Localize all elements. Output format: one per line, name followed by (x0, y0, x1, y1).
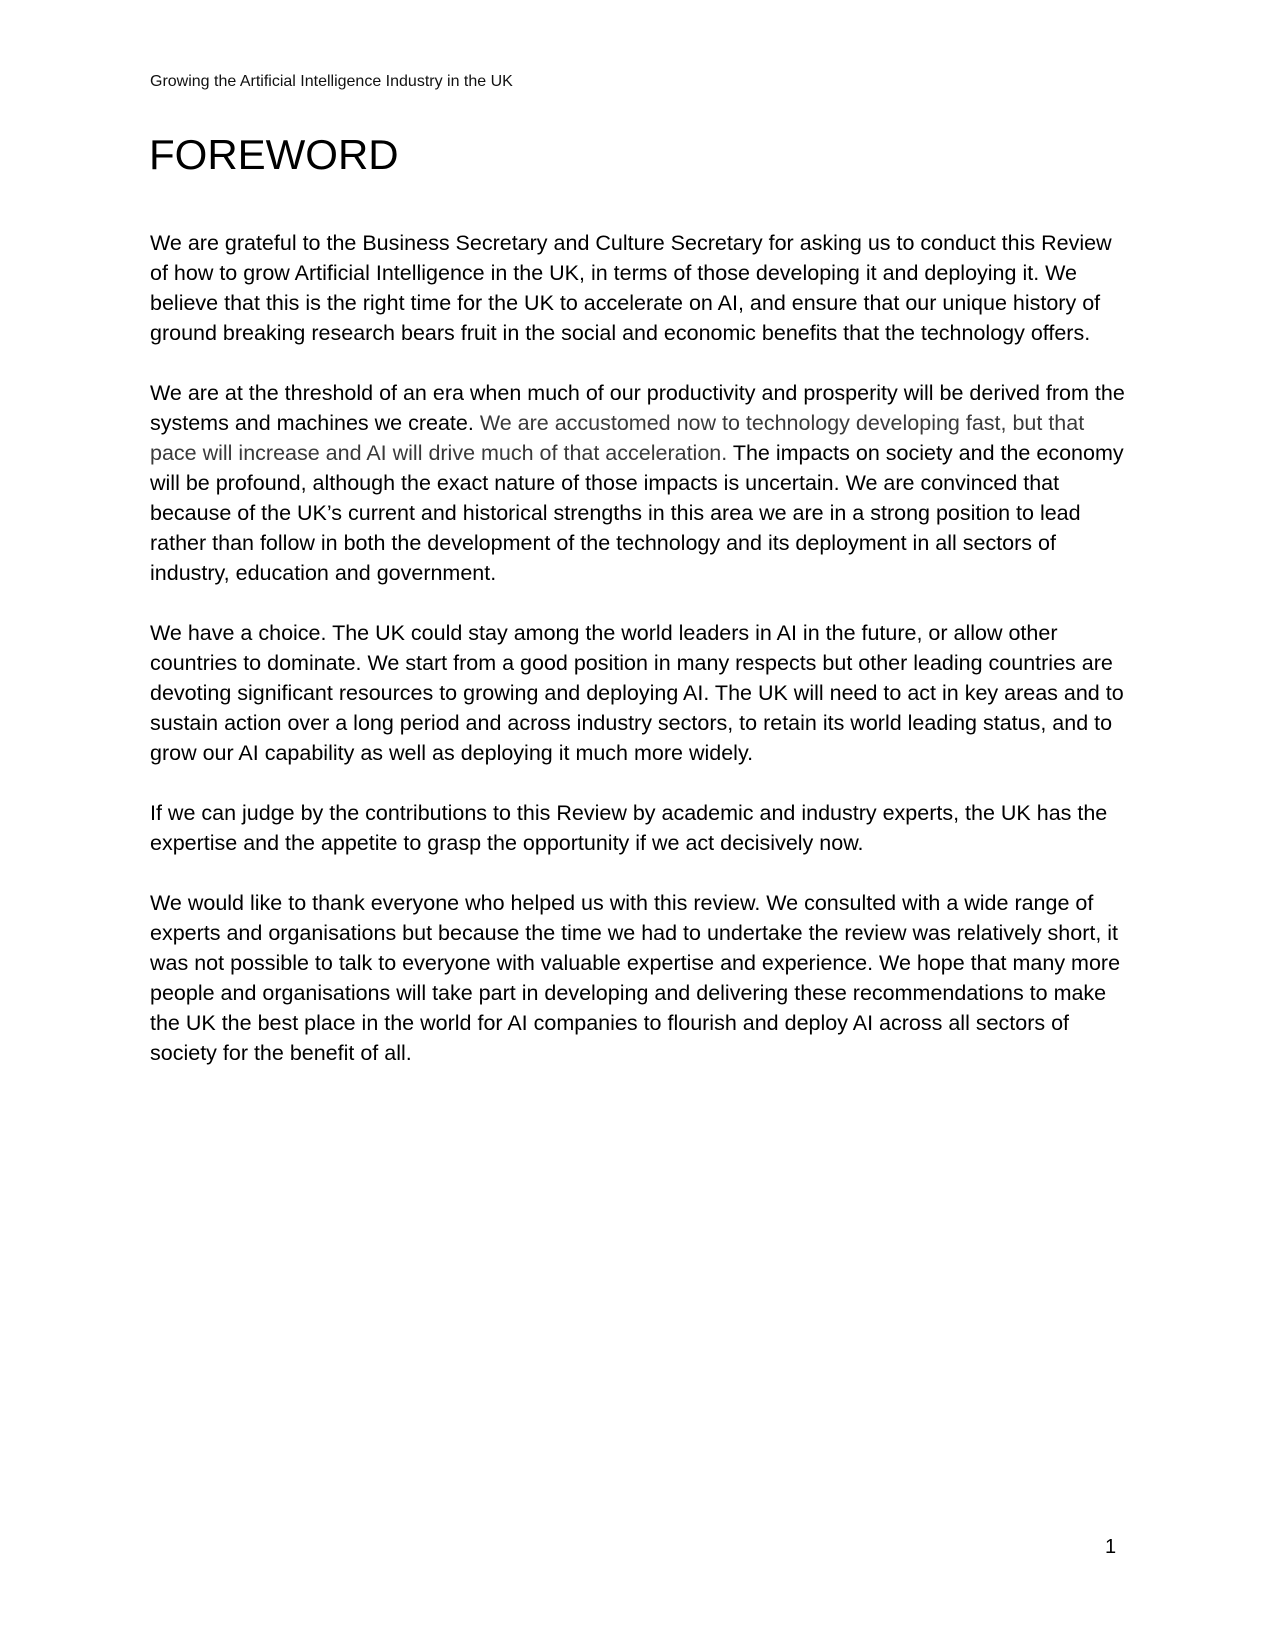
page-title: FOREWORD (149, 131, 399, 178)
body-text (150, 228, 1130, 1098)
paragraph-1: We are grateful to the Business Secretary and Culture Secretary for asking us to conduct this Review of how to grow Artificial Intelligence in the UK, in terms of those developing it and deploying it. We believe that this is the right time for the UK to accelerate on AI, and ensure that our unique history of ground breaking research bears fruit in the social and economic benefits that the technology offers. (150, 231, 1112, 345)
paragraph-5: We would like to thank everyone who helped us with this review. We consulted with a wide range of experts and organisations but because the time we had to undertake the review was relatively short, it was not possible to talk to everyone with valuable expertise and experience. We hope that many more people and organisations will take part in developing and delivering these recommendations to make the UK the best place in the world for AI companies to flourish and deploy AI across all sectors of society for the benefit of all. (150, 891, 1121, 1065)
paragraph-2-part-2: We are accustomed now to technology developing fast, but that pace will increase and AI will drive much of that acceleration. (150, 411, 1085, 465)
paragraph-4: If we can judge by the contributions to this Review by academic and industry experts, the UK has the expertise and the appetite to grasp the opportunity if we act decisively now. (150, 801, 1108, 855)
paragraph-2-part-1: We are at the threshold of an era when much of our productivity and prosperity will be derived from the systems and machines we create. (150, 381, 1125, 435)
paragraph-2 (150, 378, 1130, 588)
running-header: Growing the Artificial Intelligence Industry in the UK (150, 73, 513, 90)
paragraph-2-part-3: The impacts on society and the economy will be profound, although the exact nature of those impacts is uncertain. We are convinced that because of the UK’s current and historical strengths in this area we are in a strong position to lead rather than follow in both the development of the technology and its deployment in all sectors of industry, education and government. (150, 441, 1124, 585)
page-number: 1 (1105, 1536, 1117, 1558)
paragraph-3: We have a choice. The UK could stay among the world leaders in AI in the future, or allow other countries to dominate. We start from a good position in many respects but other leading countries are devoting significant resources to growing and deploying AI. The UK will need to act in key areas and to sustain action over a long period and across industry sectors, to retain its world leading status, and to grow our AI capability as well as deploying it much more widely. (150, 621, 1124, 765)
